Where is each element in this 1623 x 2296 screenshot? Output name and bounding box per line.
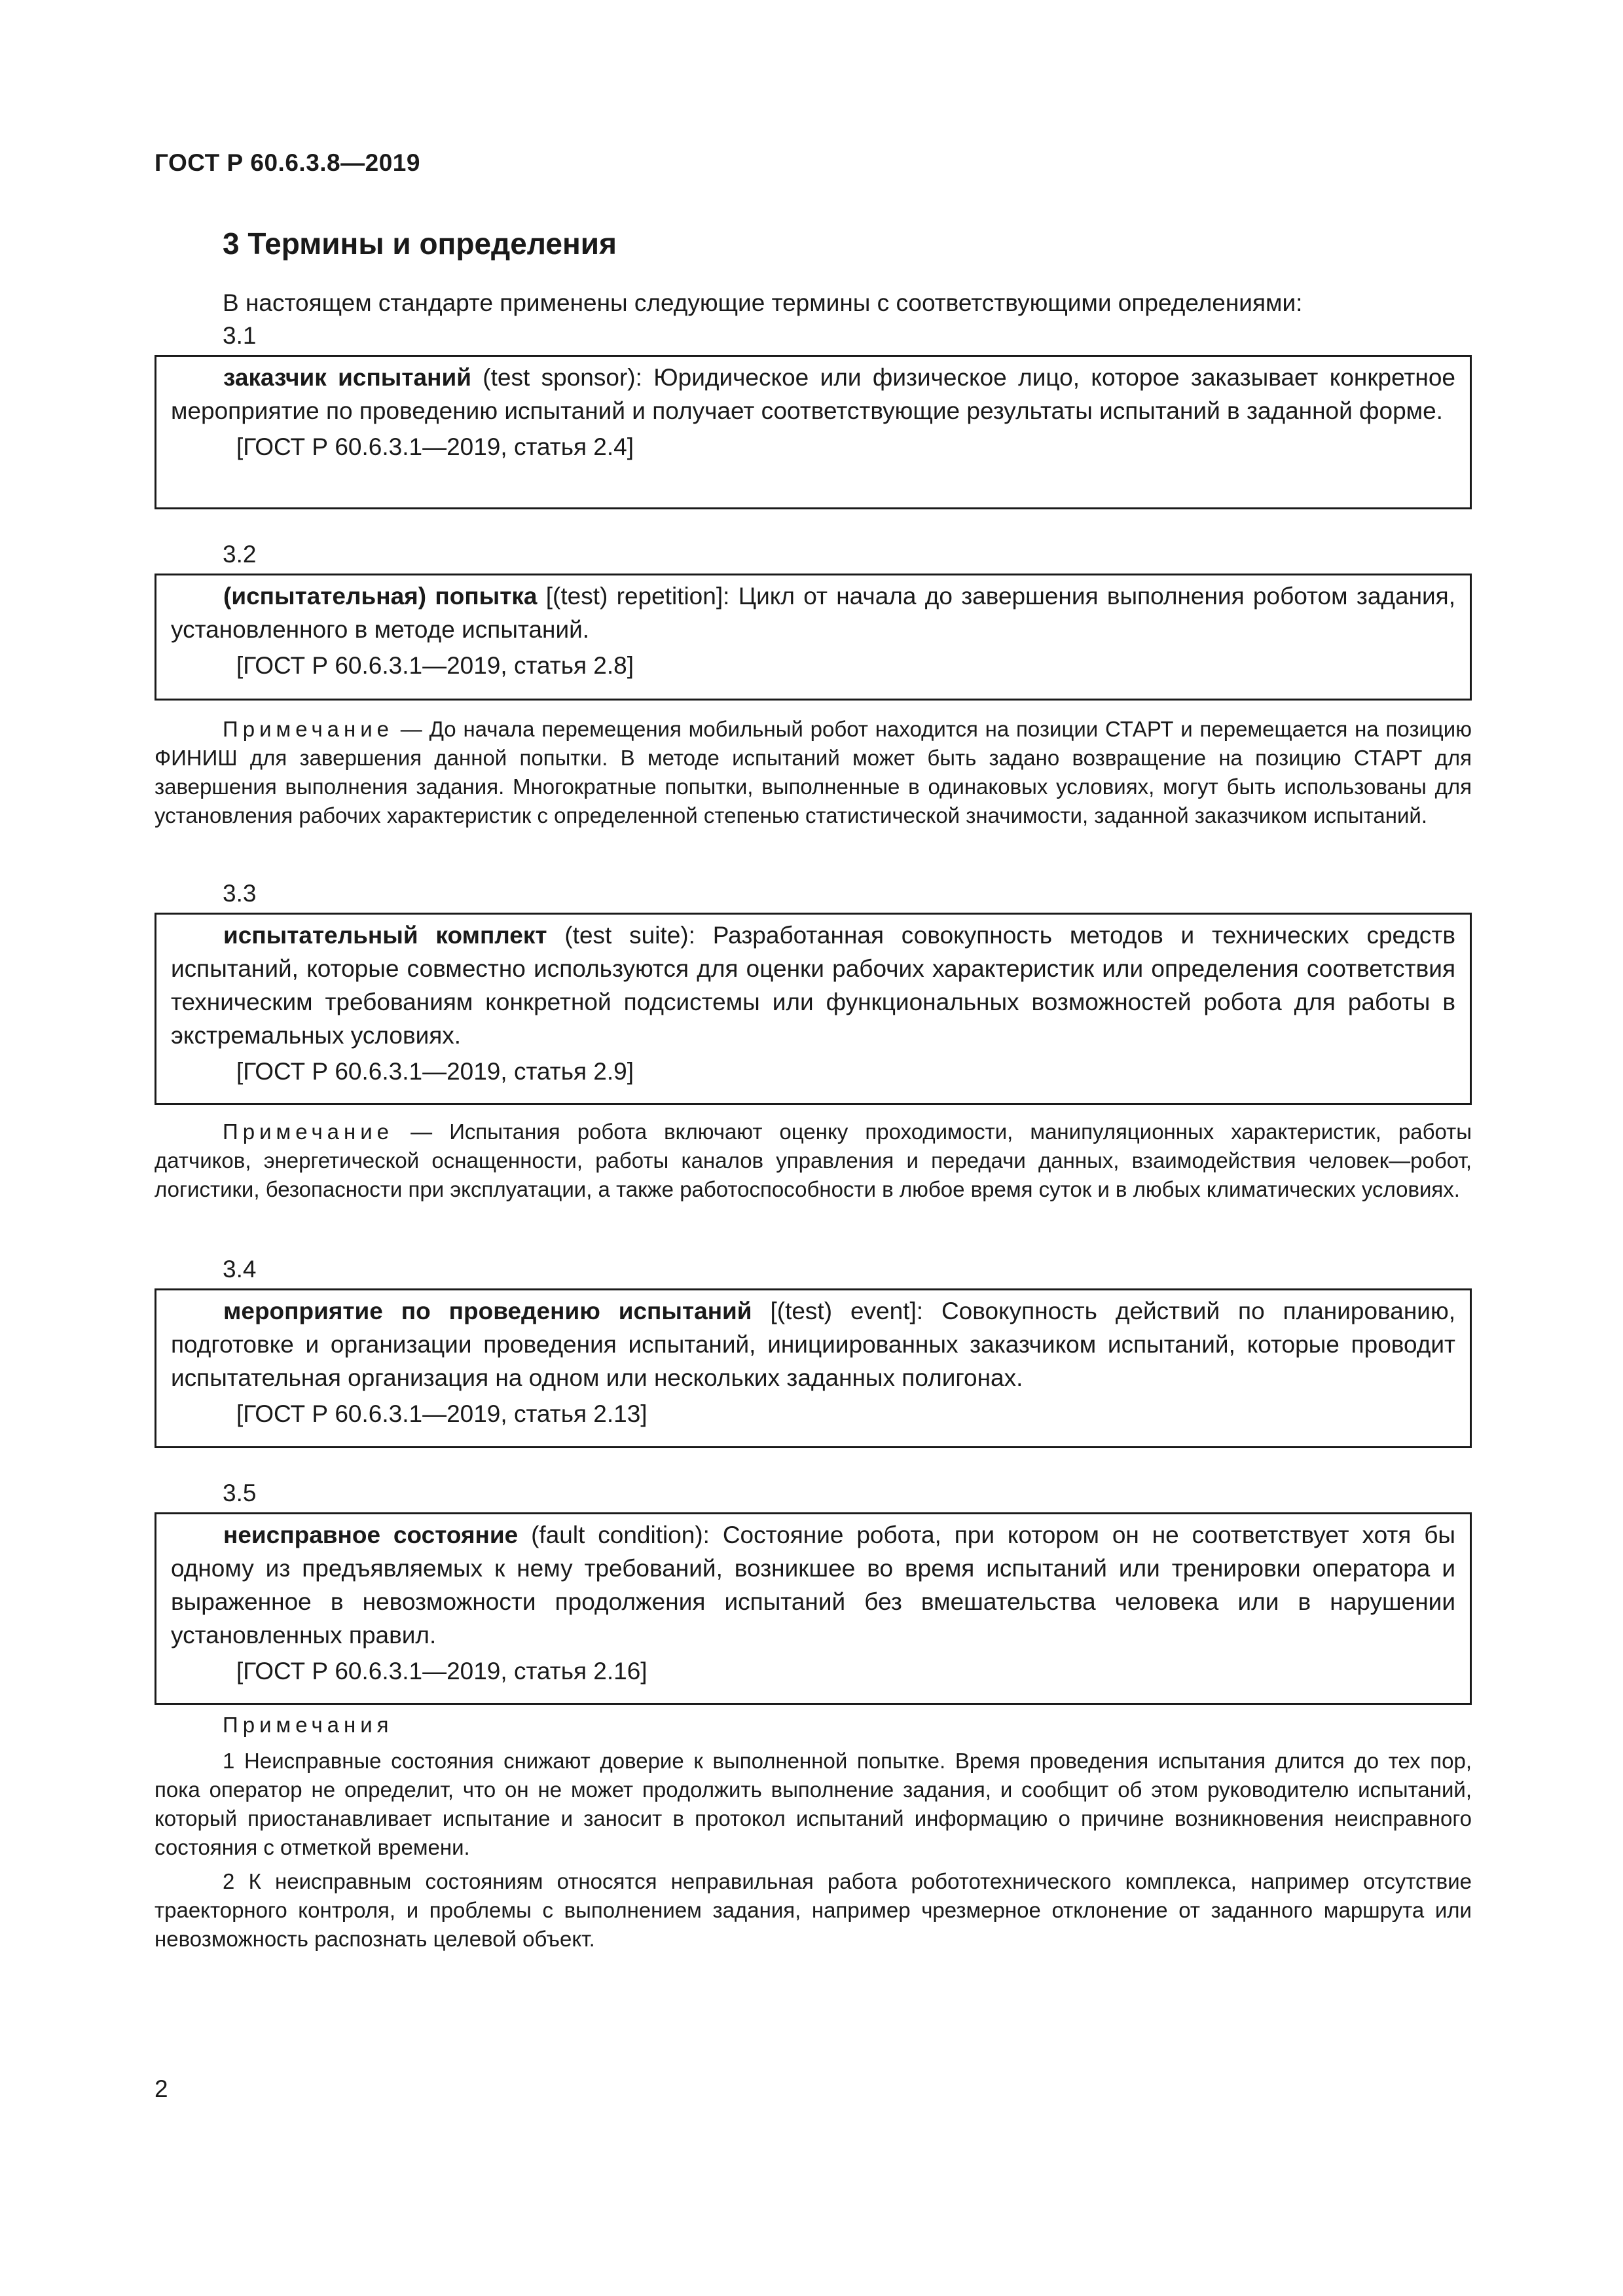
term-definition-3-5 [171,1518,1455,1652]
term-definition-text: (fault condition): Состояние робота, при котором он не соответствует хотя бы одному из предъявляемых к нему требований, возникшее во время испытаний или тренировки оператора и выраженное в невозможности продолжения испытаний без вмешательства человека или в нарушении установленных правил. [171,1522,1455,1649]
note-text: — Испытания робота включают оценку проходимости, манипуляционных характеристик, работы датчиков, энергетической оснащенности, работы каналов управления и передачи данных, взаимодействия человек—робот, логистики, безопасности при эксплуатации, а также работоспособности в любое время суток и в любых климатических условиях. [155,1120,1472,1201]
term-number-3-4: 3.4 [223,1256,257,1283]
term-number-3-3: 3.3 [223,880,257,907]
term-source-3-3: [ГОСТ Р 60.6.3.1—2019, статья 2.9] [236,1058,634,1085]
term-box-3-1 [155,355,1472,509]
term-source-3-1: [ГОСТ Р 60.6.3.1—2019, статья 2.4] [236,433,634,460]
term-box-3-3 [155,913,1472,1105]
term-source-3-2: [ГОСТ Р 60.6.3.1—2019, статья 2.8] [236,652,634,679]
note-label: Примечание [223,717,394,741]
term-definition-text: (test sponsor): Юридическое или физическое лицо, которое заказывает конкретное мероприятие по проведению испытаний и получает соответствующие результаты испытаний в заданной форме. [171,364,1455,424]
term-definition-3-1 [171,361,1455,428]
note-text: — До начала перемещения мобильный робот находится на позиции СТАРТ и перемещается на позицию ФИНИШ для завершения данной попытки. В методе испытаний может быть задано возвращение на позицию СТАРТ для завершения выполнения задания. Многократные попытки, выполненные в одинаковых условиях, могут быть использованы для установления рабочих характеристик с определенной степенью статистической значимости, заданной заказчиком испытаний. [155,717,1472,828]
note-3-3 [155,1118,1472,1204]
notes-3-5-list [155,1747,1472,1954]
term-name: заказчик испытаний [223,364,471,391]
term-name: испытательный комплект [223,922,547,949]
term-definition-text: [(test) repetition]: Цикл от начала до завершения выполнения роботом задания, установленного в методе испытаний. [171,583,1455,643]
term-definition-3-2 [171,579,1455,646]
term-number-3-5: 3.5 [223,1480,257,1506]
term-box-3-5 [155,1512,1472,1705]
section-intro: В настоящем стандарте применены следующие термины с соответствующими определениями: [223,289,1303,316]
term-definition-3-4 [171,1294,1455,1394]
term-box-3-2 [155,574,1472,701]
notes-heading: Примечания [223,1713,393,1737]
term-definition-3-3 [171,919,1455,1052]
page-number: 2 [155,2075,168,2102]
note-item-1: 1 Неисправные состояния снижают доверие к выполненной попытке. Время проведения испытания длится до тех пор, пока оператор не определит, что он не может продолжить выполнение задания, и сообщит об этом руководителю испытаний, который приостанавливает испытание и заносит в протокол испытаний информацию о причине возникновения неисправного состояния с отметкой времени. [155,1749,1472,1859]
term-box-3-4 [155,1288,1472,1448]
note-3-2 [155,715,1472,830]
term-number-3-2: 3.2 [223,541,257,568]
note-item-2: 2 К неисправным состояниям относятся неправильная работа робототехнического комплекса, например отсутствие траекторного контроля, и проблемы с выполнением задания, например чрезмерное отклонение от заданного маршрута или невозможность распознать целевой объект. [155,1869,1472,1951]
term-source-3-4: [ГОСТ Р 60.6.3.1—2019, статья 2.13] [236,1400,647,1427]
term-source-3-5: [ГОСТ Р 60.6.3.1—2019, статья 2.16] [236,1658,647,1685]
section-title: 3 Термины и определения [223,227,617,261]
term-name: (испытательная) попытка [223,583,538,610]
term-definition-text: (test suite): Разработанная совокупность методов и технических средств испытаний, которые совместно используются для оценки рабочих характеристик или определения соответствия техническим требованиям конкретной подсистемы или функциональных возможностей робота для работы в экстремальных условиях. [171,922,1455,1049]
term-number-3-1: 3.1 [223,322,257,349]
document-code-header: ГОСТ Р 60.6.3.8—2019 [155,149,420,176]
term-definition-text: [(test) event]: Совокупность действий по планированию, подготовке и организации проведения испытаний, инициированных заказчиком испытаний, которые проводит испытательная организация на одном или нескольких заданных полигонах. [171,1298,1455,1391]
note-label: Примечание [223,1120,394,1144]
term-name: мероприятие по проведению испытаний [223,1298,752,1324]
term-name: неисправное состояние [223,1522,519,1548]
